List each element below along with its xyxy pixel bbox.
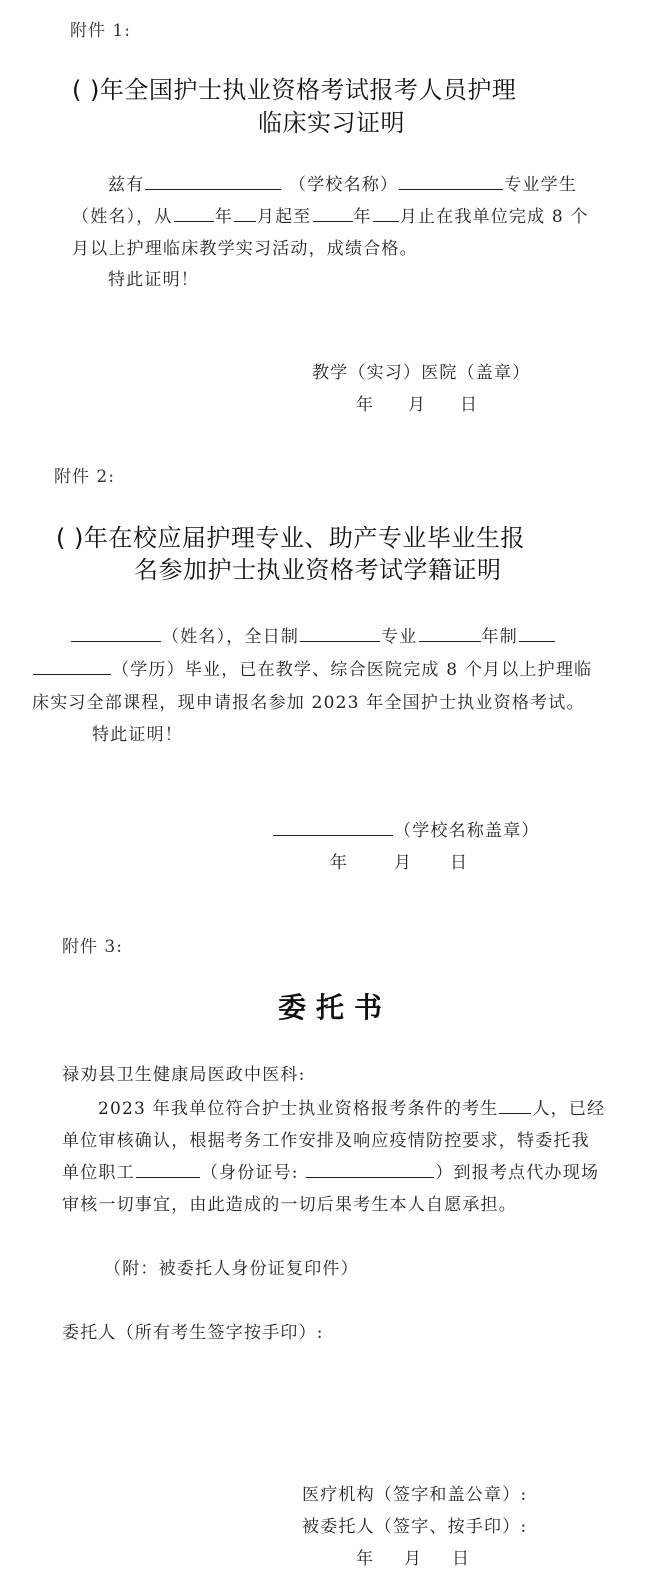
attachment-2-paragraph-line-3: 床实习全部课程，现申请报名参加 2023 年全国护士执业资格考试。 (32, 693, 585, 713)
date-day-label: 日 (460, 395, 477, 415)
blank-underline[interactable] (306, 1159, 434, 1178)
attachment-1-paragraph-line-1 (108, 170, 577, 195)
blank-underline[interactable] (519, 623, 555, 642)
attachment-3-label: 附件 3: (62, 937, 123, 957)
text-segment: 年 (353, 207, 372, 227)
attachment-2-signature-line (272, 816, 540, 841)
blank-underline[interactable] (136, 1159, 200, 1178)
blank-underline[interactable] (33, 656, 111, 675)
date-day-label: 日 (452, 1549, 469, 1569)
blank-underline[interactable] (499, 1095, 531, 1114)
attachment-1-title-line-1: ( )年全国护士执业资格考试报考人员护理 (72, 76, 517, 104)
attachment-1-label: 附件 1: (70, 21, 131, 41)
blank-underline[interactable] (419, 623, 481, 642)
date-year-label: 年 (330, 853, 347, 873)
text-segment: 单位职工 (62, 1163, 135, 1183)
text-segment: 兹有 (108, 175, 145, 195)
blank-underline[interactable] (273, 817, 393, 836)
medical-institution-signature-line: 医疗机构（签字和盖公章）: (302, 1485, 528, 1505)
attachment-3-paragraph-line-4: 审核一切事宜，由此造成的一切后果考生本人自愿承担。 (62, 1195, 517, 1215)
text-segment: （学校名称盖章） (394, 821, 540, 841)
text-segment: （姓名），从 (72, 207, 173, 227)
text-segment: 月止在我单位完成 8 个 (399, 207, 589, 227)
attachment-3-date-line (356, 1544, 469, 1569)
entrustment-letter-title: 委托书 (278, 991, 393, 1024)
text-segment: 专业 (381, 627, 418, 647)
blank-underline[interactable] (71, 623, 161, 642)
text-segment: （学校名称） (289, 175, 399, 195)
attachment-2-label: 附件 2: (54, 467, 115, 487)
text-segment: 2023 年我单位符合护士执业资格报考条件的考生 (98, 1099, 499, 1119)
blank-underline[interactable] (234, 203, 256, 222)
attachment-2-certify-text: 特此证明！ (92, 725, 183, 745)
attachment-1-paragraph-line-3: 月以上护理临床教学实习活动，成绩合格。 (72, 239, 418, 259)
attachment-1-certify-text: 特此证明！ (108, 270, 199, 290)
date-month-label: 月 (408, 395, 425, 415)
text-segment: 专业学生 (504, 175, 578, 195)
text-segment: 月起至 (256, 207, 312, 227)
attachment-1-paragraph-line-2 (72, 202, 589, 227)
attachment-2-paragraph-line-2 (32, 655, 592, 680)
blank-underline[interactable] (399, 171, 503, 190)
attachment-3-paragraph-line-1 (98, 1094, 605, 1119)
attachment-1-signature-line: 教学（实习）医院（盖章） (312, 363, 531, 383)
text-segment: 人，已经 (532, 1099, 606, 1119)
date-day-label: 日 (450, 853, 467, 873)
date-month-label: 月 (394, 853, 411, 873)
attachment-note: （附：被委托人身份证复印件） (104, 1259, 359, 1279)
blank-underline[interactable] (174, 203, 214, 222)
date-month-label: 月 (404, 1549, 421, 1569)
attachment-3-paragraph-line-3 (62, 1158, 599, 1183)
date-year-label: 年 (356, 1549, 373, 1569)
blank-underline[interactable] (145, 171, 281, 190)
attachment-2-title-line-1: ( )年在校应届护理专业、助产专业毕业生报 (56, 524, 525, 552)
attachment-2-date-line (330, 848, 467, 873)
text-segment: （学历）毕业，已在教学、综合医院完成 8 个月以上护理临 (112, 660, 593, 680)
attachment-1-date-line (356, 390, 477, 415)
text-segment: （姓名），全日制 (162, 627, 300, 647)
text-segment: 年 (214, 207, 233, 227)
addressee-line: 禄劝县卫生健康局医政中医科: (62, 1065, 306, 1085)
blank-underline[interactable] (373, 203, 399, 222)
attachment-2-paragraph-line-1 (70, 622, 556, 647)
attachment-3-paragraph-line-2: 单位审核确认，根据考务工作安排及响应疫情防控要求，特委托我 (62, 1131, 590, 1151)
trustee-signature-line: 被委托人（签字、按手印）: (302, 1517, 528, 1537)
text-segment: （身份证号: (200, 1163, 299, 1183)
blank-underline[interactable] (300, 623, 380, 642)
attachment-1-title-line-2: 临床实习证明 (258, 109, 405, 137)
text-segment: 年制 (481, 627, 518, 647)
blank-underline[interactable] (313, 203, 353, 222)
text-segment: ）到报考点代办现场 (435, 1163, 600, 1183)
date-year-label: 年 (356, 395, 373, 415)
attachment-2-title-line-2: 名参加护士执业资格考试学籍证明 (134, 556, 502, 584)
principal-signature-line: 委托人（所有考生签字按手印）: (62, 1323, 324, 1343)
